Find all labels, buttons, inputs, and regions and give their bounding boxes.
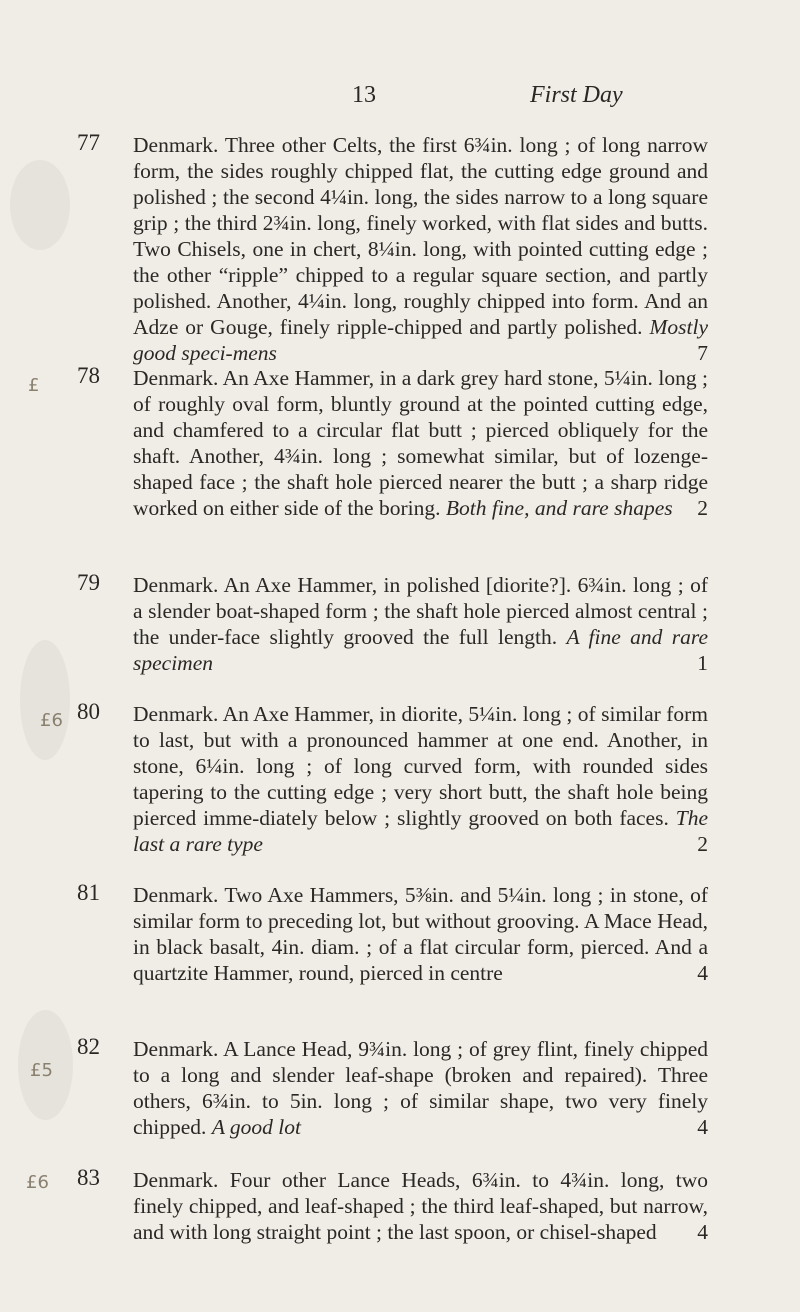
margin-annotation: £5: [30, 1060, 53, 1081]
running-title: First Day: [530, 82, 623, 108]
lot-text: A Lance Head, 9¾in. long ; of grey flint, finely chipped to a long and slender leaf-shape (broken and repaired). Three others, 6¾in. to 5in. long ; of similar shape, two very finely chipped.: [133, 1037, 708, 1139]
lot-text: Two Axe Hammers, 5⅜in. and 5¼in. long ; in stone, of similar form to preceding lot, but without grooving. A Mace Head, in black basalt, 4in. diam. ; of a flat circular form, pierced. And a quartzite Hammer, round, pierced in centre: [133, 883, 708, 985]
lot-place: Denmark.: [133, 366, 219, 390]
lot-quantity: 4: [697, 961, 708, 985]
paper-stain: [10, 160, 70, 250]
lot-quantity: 2: [697, 832, 708, 856]
lot-number: 78: [77, 363, 100, 388]
lot-remark: Both fine, and rare shapes: [445, 496, 673, 520]
lot-text: An Axe Hammer, in a dark grey hard stone, 5¼in. long ; of roughly oval form, bluntly ground at the pointed cutting edge, and chamfered to a circular flat butt ; pierced obliquely for the shaft. Another, 4¾in. long ; somewhat similar, but of lozenge-shaped face ; the shaft hole pierced nearer the butt ; a sharp ridge worked on either side of the boring.: [133, 366, 708, 520]
lot-number: 80: [77, 699, 100, 724]
page-number: 13: [352, 82, 376, 108]
lot-place: Denmark.: [133, 133, 219, 157]
lot-quantity: 4: [697, 1220, 708, 1244]
lot-description: [133, 701, 708, 857]
margin-annotation: £: [28, 375, 40, 396]
lot-place: Denmark.: [133, 1168, 219, 1192]
lot-remark: A fine and rare specimen: [133, 625, 708, 675]
lot-number: 77: [77, 130, 100, 155]
margin-annotation: £6: [26, 1172, 49, 1193]
lot-text: Four other Lance Heads, 6¾in. to 4¾in. long, two finely chipped, and leaf-shaped ; the third leaf-shaped, but narrow, and with long straight point ; the last spoon, or chisel-shaped: [133, 1168, 709, 1244]
lot-quantity: 1: [697, 651, 708, 675]
lot-text: Three other Celts, the first 6¾in. long ; of long narrow form, the sides roughly chipped flat, the cutting edge ground and polished ; the second 4¼in. long, the sides narrow to a long square grip ; the third 2¾in. long, finely worked, with flat sides and butts. Two Chisels, one in chert, 8¼in. long, with pointed cutting edge ; the other “ripple” chipped to a regular square section, and partly polished. Another, 4¼in. long, roughly chipped into form. And an Adze or Gouge, finely ripple-chipped and partly polished.: [133, 133, 708, 339]
lot-number: 79: [77, 570, 100, 595]
lot-remark: The last a rare type: [133, 806, 708, 856]
lot-remark: A good lot: [211, 1115, 302, 1139]
lot-remark: Mostly good speci-mens: [133, 315, 709, 365]
lot-description: [133, 572, 708, 676]
lot-description: [133, 882, 708, 986]
lot-number: 82: [77, 1034, 100, 1059]
lot-text: An Axe Hammer, in diorite, 5¼in. long ; of similar form to last, but with a pronounced hammer at one end. Another, in stone, 6¼in. long ; of long curved form, with rounded sides tapering to the cutting edge ; very short butt, the shaft hole being pierced imme-diately below ; slightly grooved on both faces.: [133, 702, 708, 830]
lot-description: [133, 1036, 708, 1140]
lot-quantity: 7: [697, 341, 708, 365]
lot-number: 81: [77, 880, 100, 905]
lot-quantity: 4: [697, 1115, 708, 1139]
paper-stain: [20, 640, 70, 760]
lot-place: Denmark.: [133, 702, 219, 726]
lot-number: 83: [77, 1165, 100, 1190]
lot-description: [133, 365, 708, 521]
page-header: [0, 82, 800, 112]
lot-place: Denmark.: [133, 883, 219, 907]
lot-description: [133, 132, 708, 366]
lot-quantity: 2: [697, 496, 708, 520]
lot-text: An Axe Hammer, in polished [diorite?]. 6¾in. long ; of a slender boat-shaped form ; the shaft hole pierced almost central ; the under-face slightly grooved the full length.: [133, 573, 708, 649]
lot-place: Denmark.: [133, 573, 219, 597]
lot-place: Denmark.: [133, 1037, 219, 1061]
margin-annotation: £6: [40, 710, 63, 731]
lot-description: [133, 1167, 708, 1245]
